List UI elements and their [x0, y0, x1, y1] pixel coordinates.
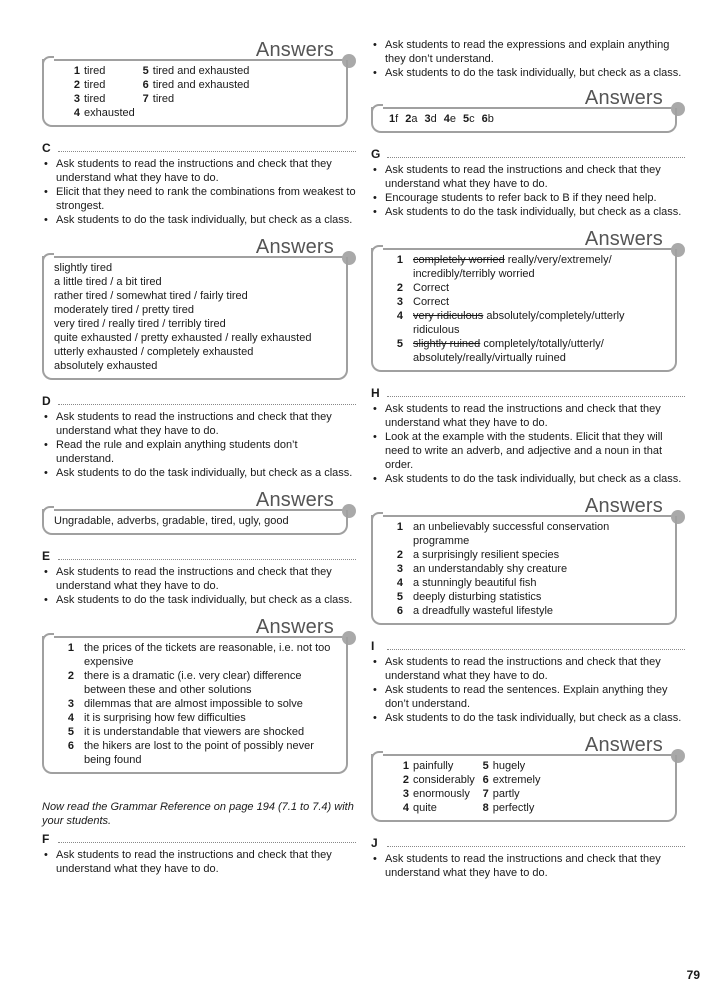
bullet-item: • Look at the example with the students. Elicit that they will need to write an adverb, and adjective and a noun in that order.: [371, 430, 685, 472]
section-j-bullets: [371, 852, 685, 880]
answers-box-e: [42, 637, 348, 774]
answer-text: absolutely/completely/utterly ridiculous: [413, 310, 625, 336]
answers-i-col1: [395, 759, 475, 815]
answers-h-items: [383, 520, 667, 618]
answer-line: quite exhausted / pretty exhausted / really exhausted: [54, 332, 312, 344]
answer-number: 4: [67, 712, 74, 724]
section-e-bullets: [42, 565, 356, 607]
answer-item: [383, 576, 667, 590]
answer-number: 6: [482, 774, 489, 786]
answer-text: Correct: [413, 282, 450, 294]
answer-item: [383, 337, 667, 365]
section-d-header: [42, 392, 356, 408]
answer-number: 1: [389, 113, 396, 125]
answers-header-d: [42, 486, 356, 510]
answers-f-line: [383, 112, 667, 126]
answer-item: [475, 801, 541, 815]
answer-line: absolutely exhausted: [54, 360, 158, 372]
left-column: [42, 36, 356, 876]
answer-line: utterly exhausted / completely exhausted: [54, 346, 254, 358]
section-i-header: [371, 637, 685, 653]
answer-item: [135, 64, 250, 78]
bullet-item: • Ask students to do the task individually, but check as a class.: [42, 213, 356, 227]
section-rule: [58, 559, 356, 560]
answer-text: a stunningly beautiful fish: [413, 577, 537, 589]
answer-text: an understandably shy creature: [413, 563, 568, 575]
answer-line: a little tired / a bit tired: [54, 276, 162, 288]
answer-item: [383, 253, 667, 281]
answers-e-items: [54, 641, 338, 767]
answer-item: [395, 787, 475, 801]
answers-box-c: [42, 257, 348, 380]
answer-item: [54, 739, 338, 767]
answers-title: Answers: [584, 495, 663, 517]
bullet-item: • Ask students to read the instructions and check that they understand what they have to do.: [371, 402, 685, 430]
answer-number: 3: [396, 563, 403, 575]
answer-item: [54, 641, 338, 669]
answer-text: tired and exhausted: [152, 79, 250, 91]
answer-text: deeply disturbing statistics: [413, 591, 542, 603]
answer-value: a: [411, 113, 418, 125]
answers-title: Answers: [584, 228, 663, 250]
top-bullets: [371, 38, 685, 80]
answer-number: 1: [396, 521, 403, 533]
section-letter: E: [42, 549, 51, 563]
answers-title: Answers: [255, 489, 334, 511]
answers-header-b: [42, 36, 356, 60]
bullet-item: • Ask students to read the instructions and check that they understand what they have to do.: [42, 157, 356, 185]
answer-number: 5: [142, 65, 149, 77]
section-j-header: [371, 834, 685, 850]
answers-d-text: Ungradable, adverbs, gradable, tired, ugly, good: [54, 515, 289, 527]
section-d-bullets: [42, 410, 356, 480]
answer-line: rather tired / somewhat tired / fairly tired: [54, 290, 248, 302]
answer-number: 4: [396, 310, 403, 322]
answer-item: [66, 106, 135, 120]
section-f-bullets: [42, 848, 356, 876]
answer-text: the hikers are lost to the point of possibly never being found: [84, 740, 314, 766]
answer-number: 4: [396, 577, 403, 589]
answer-text: tired: [84, 79, 106, 91]
answer-item: [383, 548, 667, 562]
section-c-bullets: [42, 157, 356, 227]
struck-text: completely worried: [413, 254, 505, 266]
section-e-header: [42, 547, 356, 563]
section-c-header: [42, 139, 356, 155]
section-letter: H: [371, 386, 380, 400]
bullet-item: • Ask students to read the sentences. Explain anything they don’t understand.: [371, 683, 685, 711]
answer-number: 4: [73, 107, 80, 119]
answers-b-col1: [66, 64, 135, 120]
bullet-item: • Elicit that they need to rank the combinations from weakest to strongest.: [42, 185, 356, 213]
answer-text: it is surprising how few difficulties: [84, 712, 246, 724]
answer-item: [135, 92, 250, 106]
bullet-item: • Ask students to read the instructions and check that they understand what they have to do.: [371, 852, 685, 880]
answer-line: slightly tired: [54, 262, 113, 274]
answer-text: dilemmas that are almost impossible to solve: [84, 698, 303, 710]
answer-value: f: [395, 113, 399, 125]
answer-text: tired and exhausted: [152, 65, 250, 77]
struck-text: slightly ruined: [413, 338, 481, 350]
answer-item: [135, 78, 250, 92]
answers-g-items: [383, 253, 667, 365]
answers-title: Answers: [255, 39, 334, 61]
answers-header-g: [371, 225, 685, 249]
struck-text: very ridiculous: [413, 310, 484, 322]
answer-number: 4: [443, 113, 450, 125]
answer-number: 7: [482, 788, 489, 800]
section-h-bullets: [371, 402, 685, 486]
answers-box-i: [371, 755, 677, 822]
answer-number: 4: [402, 802, 409, 814]
answer-item: [383, 295, 667, 309]
section-rule: [387, 846, 685, 847]
answer-text: there is a dramatic (i.e. very clear) difference between these and other solutions: [84, 670, 302, 696]
answer-number: 5: [396, 591, 403, 603]
answer-text: considerably: [413, 774, 475, 786]
bullet-item: • Ask students to read the instructions and check that they understand what they have to do.: [42, 410, 356, 438]
answer-text: painfully: [413, 760, 454, 772]
bullet-item: • Ask students to do the task individually, but check as a class.: [371, 711, 685, 725]
answer-text: a surprisingly resilient species: [413, 549, 560, 561]
answer-item: [475, 759, 541, 773]
answer-number: 5: [67, 726, 74, 738]
answer-item: [383, 281, 667, 295]
answer-item: [475, 787, 541, 801]
grammar-reference-note: Now read the Grammar Reference on page 194 (7.1 to 7.4) with your students.: [42, 801, 354, 827]
section-f-header: [42, 830, 356, 846]
answer-text: really/very/extremely/ incredibly/terribly worried: [413, 254, 612, 280]
answers-i-col2: [475, 759, 541, 815]
bullet-item: • Ask students to read the instructions and check that they understand what they have to do.: [371, 655, 685, 683]
answer-text: enormously: [413, 788, 470, 800]
answer-text: hugely: [492, 760, 526, 772]
answers-title: Answers: [584, 734, 663, 756]
bullet-item: • Ask students to read the instructions and check that they understand what they have to do.: [42, 848, 356, 876]
answer-number: 3: [396, 296, 403, 308]
section-letter: D: [42, 394, 51, 408]
answer-text: tired: [84, 65, 106, 77]
answers-header-e: [42, 613, 356, 637]
answers-header-c: [42, 233, 356, 257]
answer-item: [383, 604, 667, 618]
answer-item: [54, 697, 338, 711]
answer-text: tired: [152, 93, 175, 105]
section-i-bullets: [371, 655, 685, 725]
answers-header-f: [371, 84, 685, 108]
answers-header-h: [371, 492, 685, 516]
answer-text: an unbelievably successful conservation programme: [413, 521, 610, 547]
answer-value: b: [487, 113, 494, 125]
answer-number: 3: [402, 788, 409, 800]
section-g-header: [371, 145, 685, 161]
answer-item: [54, 711, 338, 725]
answer-number: 7: [142, 93, 149, 105]
section-rule: [387, 649, 685, 650]
answer-number: 1: [396, 254, 403, 266]
answers-c-lines: [54, 261, 338, 373]
answer-number: 5: [396, 338, 403, 350]
answer-item: [383, 590, 667, 604]
answers-box-d: [42, 510, 348, 535]
answer-number: 8: [482, 802, 489, 814]
answer-number: 6: [67, 740, 74, 752]
bullet-item: • Encourage students to refer back to B if they need help.: [371, 191, 685, 205]
answers-title: Answers: [584, 87, 663, 109]
section-h-header: [371, 384, 685, 400]
answer-number: 5: [482, 760, 489, 772]
answer-number: 2: [405, 113, 412, 125]
answer-number: 3: [73, 93, 80, 105]
answer-value: e: [449, 113, 456, 125]
section-rule: [58, 404, 356, 405]
answer-item: [395, 801, 475, 815]
answer-number: 2: [73, 79, 80, 91]
section-letter: J: [371, 836, 378, 850]
answer-number: 2: [402, 774, 409, 786]
section-letter: G: [371, 147, 381, 161]
answer-number: 2: [67, 670, 74, 682]
bullet-item: • Ask students to read the expressions and explain anything they don’t understand.: [371, 38, 685, 66]
answer-number: 1: [402, 760, 409, 772]
answer-text: extremely: [492, 774, 541, 786]
answer-text: Correct: [413, 296, 450, 308]
answer-number: 6: [142, 79, 149, 91]
answer-text: completely/totally/utterly/ absolutely/really/virtually ruined: [413, 338, 604, 364]
answer-item: [475, 773, 541, 787]
bullet-item: • Ask students to do the task individually, but check as a class.: [42, 593, 356, 607]
section-rule: [387, 157, 685, 158]
answer-number: 6: [481, 113, 488, 125]
section-rule: [387, 396, 685, 397]
bullet-item: • Ask students to do the task individually, but check as a class.: [371, 205, 685, 219]
bullet-item: • Ask students to read the instructions and check that they understand what they have to do.: [371, 163, 685, 191]
section-letter: C: [42, 141, 51, 155]
answer-line: very tired / really tired / terribly tired: [54, 318, 226, 330]
bullet-item: • Ask students to do the task individually, but check as a class.: [371, 472, 685, 486]
bullet-item: • Ask students to read the instructions and check that they understand what they have to do.: [42, 565, 356, 593]
answer-number: 6: [396, 605, 403, 617]
answer-number: 2: [396, 282, 403, 294]
section-rule: [58, 151, 356, 152]
answer-text: the prices of the tickets are reasonable, i.e. not too expensive: [84, 642, 331, 668]
answer-text: exhausted: [84, 107, 135, 119]
answers-box-h: [371, 516, 677, 625]
answer-value: c: [469, 113, 475, 125]
answer-item: [66, 78, 135, 92]
bullet-item: • Read the rule and explain anything students don’t understand.: [42, 438, 356, 466]
answer-number: 5: [462, 113, 470, 125]
answer-item: [395, 773, 475, 787]
answer-number: 3: [424, 113, 431, 125]
answers-header-i: [371, 731, 685, 755]
right-column: [371, 36, 685, 880]
answer-item: [395, 759, 475, 773]
answers-box-b: [42, 60, 348, 127]
bullet-item: • Ask students to do the task individually, but check as a class.: [42, 466, 356, 480]
answer-number: 1: [73, 65, 80, 77]
answer-item: [383, 562, 667, 576]
page-number: 79: [686, 968, 700, 982]
answer-item: [66, 92, 135, 106]
answer-text: perfectly: [492, 802, 535, 814]
answer-item: [54, 725, 338, 739]
answer-item: [54, 669, 338, 697]
answer-line: moderately tired / pretty tired: [54, 304, 195, 316]
answer-item: [66, 64, 135, 78]
answers-b-col2: [135, 64, 250, 120]
section-g-bullets: [371, 163, 685, 219]
answer-item: [383, 309, 667, 337]
answers-title: Answers: [255, 236, 334, 258]
answer-item: [383, 520, 667, 548]
answer-number: 2: [396, 549, 403, 561]
answers-box-f: [371, 108, 677, 133]
bullet-item: • Ask students to do the task individually, but check as a class.: [371, 66, 685, 80]
answer-text: partly: [492, 788, 520, 800]
answer-value: d: [430, 113, 437, 125]
section-letter: I: [371, 639, 375, 653]
answer-number: 1: [67, 642, 74, 654]
answers-title: Answers: [255, 616, 334, 638]
answer-text: tired: [84, 93, 106, 105]
answer-text: quite: [413, 802, 437, 814]
answer-text: it is understandable that viewers are shocked: [84, 726, 305, 738]
answer-text: a dreadfully wasteful lifestyle: [413, 605, 554, 617]
answer-number: 3: [67, 698, 74, 710]
section-letter: F: [42, 832, 50, 846]
section-rule: [58, 842, 356, 843]
answers-box-g: [371, 249, 677, 372]
